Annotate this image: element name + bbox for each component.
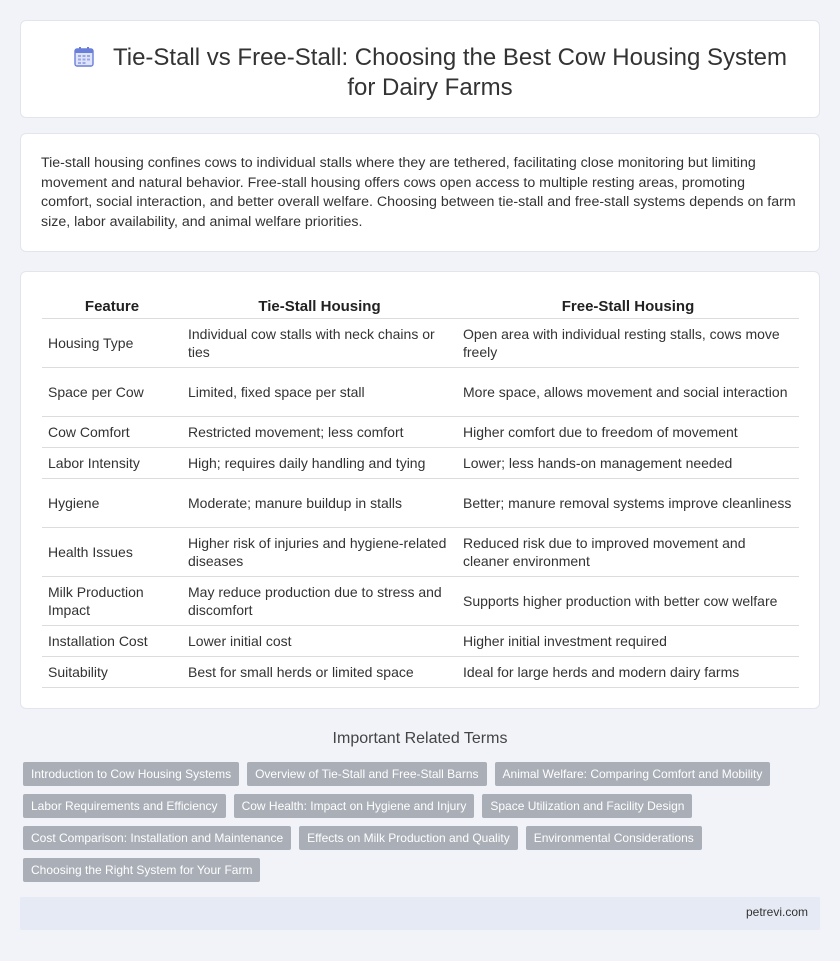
free-stall-cell: Higher comfort due to freedom of movement bbox=[457, 416, 799, 447]
feature-cell: Hygiene bbox=[42, 478, 182, 527]
related-term-tag[interactable]: Cost Comparison: Installation and Maintenance bbox=[23, 826, 291, 850]
table-row bbox=[42, 576, 799, 625]
comparison-table-card bbox=[20, 271, 820, 709]
table-header-row bbox=[42, 296, 799, 318]
related-term-tag[interactable]: Introduction to Cow Housing Systems bbox=[23, 762, 239, 786]
tie-stall-cell: Limited, fixed space per stall bbox=[182, 367, 457, 416]
related-term-tag[interactable]: Cow Health: Impact on Hygiene and Injury bbox=[234, 794, 475, 818]
calendar-icon bbox=[73, 46, 95, 68]
feature-cell: Space per Cow bbox=[42, 367, 182, 416]
free-stall-cell: Supports higher production with better cow welfare bbox=[457, 576, 799, 625]
feature-cell: Housing Type bbox=[42, 318, 182, 367]
table-row bbox=[42, 318, 799, 367]
related-term-tag[interactable]: Choosing the Right System for Your Farm bbox=[23, 858, 260, 882]
tie-stall-cell: Lower initial cost bbox=[182, 625, 457, 656]
tie-stall-cell: Moderate; manure buildup in stalls bbox=[182, 478, 457, 527]
related-terms-heading: Important Related Terms bbox=[332, 730, 508, 747]
free-stall-cell: Lower; less hands-on management needed bbox=[457, 447, 799, 478]
tie-stall-cell: Restricted movement; less comfort bbox=[182, 416, 457, 447]
tie-stall-cell: High; requires daily handling and tying bbox=[182, 447, 457, 478]
free-stall-cell: Open area with individual resting stalls, cows move freely bbox=[457, 318, 799, 367]
related-term-tag[interactable]: Labor Requirements and Efficiency bbox=[23, 794, 226, 818]
feature-cell: Cow Comfort bbox=[42, 416, 182, 447]
intro-text: Tie-stall housing confines cows to individual stalls where they are tethered, facilitating close monitoring but limiting movement and natural behavior. Free-stall housing offers cows open access to multiple resting areas, promoting comfort, social interaction, and better overall welfare. Choosing between tie-stall and free-stall systems depends on farm size, labor availability, and animal welfare priorities. bbox=[41, 155, 796, 230]
table-row bbox=[42, 527, 799, 576]
related-term-tag[interactable]: Animal Welfare: Comparing Comfort and Mobility bbox=[495, 762, 771, 786]
related-term-tag[interactable]: Effects on Milk Production and Quality bbox=[299, 826, 518, 850]
header-free-stall: Free-Stall Housing bbox=[457, 296, 799, 318]
related-terms-list bbox=[23, 762, 803, 882]
header-tie-stall: Tie-Stall Housing bbox=[182, 296, 457, 318]
header-feature: Feature bbox=[42, 296, 182, 318]
related-term-tag[interactable]: Environmental Considerations bbox=[526, 826, 702, 850]
feature-cell: Health Issues bbox=[42, 527, 182, 576]
comparison-table bbox=[42, 296, 799, 688]
free-stall-cell: Better; manure removal systems improve cleanliness bbox=[457, 478, 799, 527]
related-term-tag[interactable]: Overview of Tie-Stall and Free-Stall Barns bbox=[247, 762, 486, 786]
page-title-text: Tie-Stall vs Free-Stall: Choosing the Best Cow Housing System for Dairy Farms bbox=[112, 44, 788, 101]
title-card bbox=[20, 20, 820, 118]
feature-cell: Labor Intensity bbox=[42, 447, 182, 478]
related-term-tag[interactable]: Space Utilization and Facility Design bbox=[482, 794, 692, 818]
feature-cell: Milk Production Impact bbox=[42, 576, 182, 625]
table-row bbox=[42, 447, 799, 478]
tie-stall-cell: May reduce production due to stress and discomfort bbox=[182, 576, 457, 625]
table-row bbox=[42, 625, 799, 656]
intro-card bbox=[20, 133, 820, 252]
free-stall-cell: More space, allows movement and social interaction bbox=[457, 367, 799, 416]
tie-stall-cell: Higher risk of injuries and hygiene-related diseases bbox=[182, 527, 457, 576]
table-row bbox=[42, 478, 799, 527]
table-row bbox=[42, 656, 799, 687]
tie-stall-cell: Individual cow stalls with neck chains or ties bbox=[182, 318, 457, 367]
footer bbox=[20, 897, 820, 930]
footer-site-link[interactable]: petrevi.com bbox=[745, 905, 808, 919]
free-stall-cell: Ideal for large herds and modern dairy farms bbox=[457, 656, 799, 687]
free-stall-cell: Reduced risk due to improved movement and cleaner environment bbox=[457, 527, 799, 576]
free-stall-cell: Higher initial investment required bbox=[457, 625, 799, 656]
feature-cell: Suitability bbox=[42, 656, 182, 687]
tie-stall-cell: Best for small herds or limited space bbox=[182, 656, 457, 687]
table-row bbox=[42, 367, 799, 416]
feature-cell: Installation Cost bbox=[42, 625, 182, 656]
table-row bbox=[42, 416, 799, 447]
title-wrap bbox=[61, 43, 799, 103]
page-title bbox=[61, 43, 799, 103]
